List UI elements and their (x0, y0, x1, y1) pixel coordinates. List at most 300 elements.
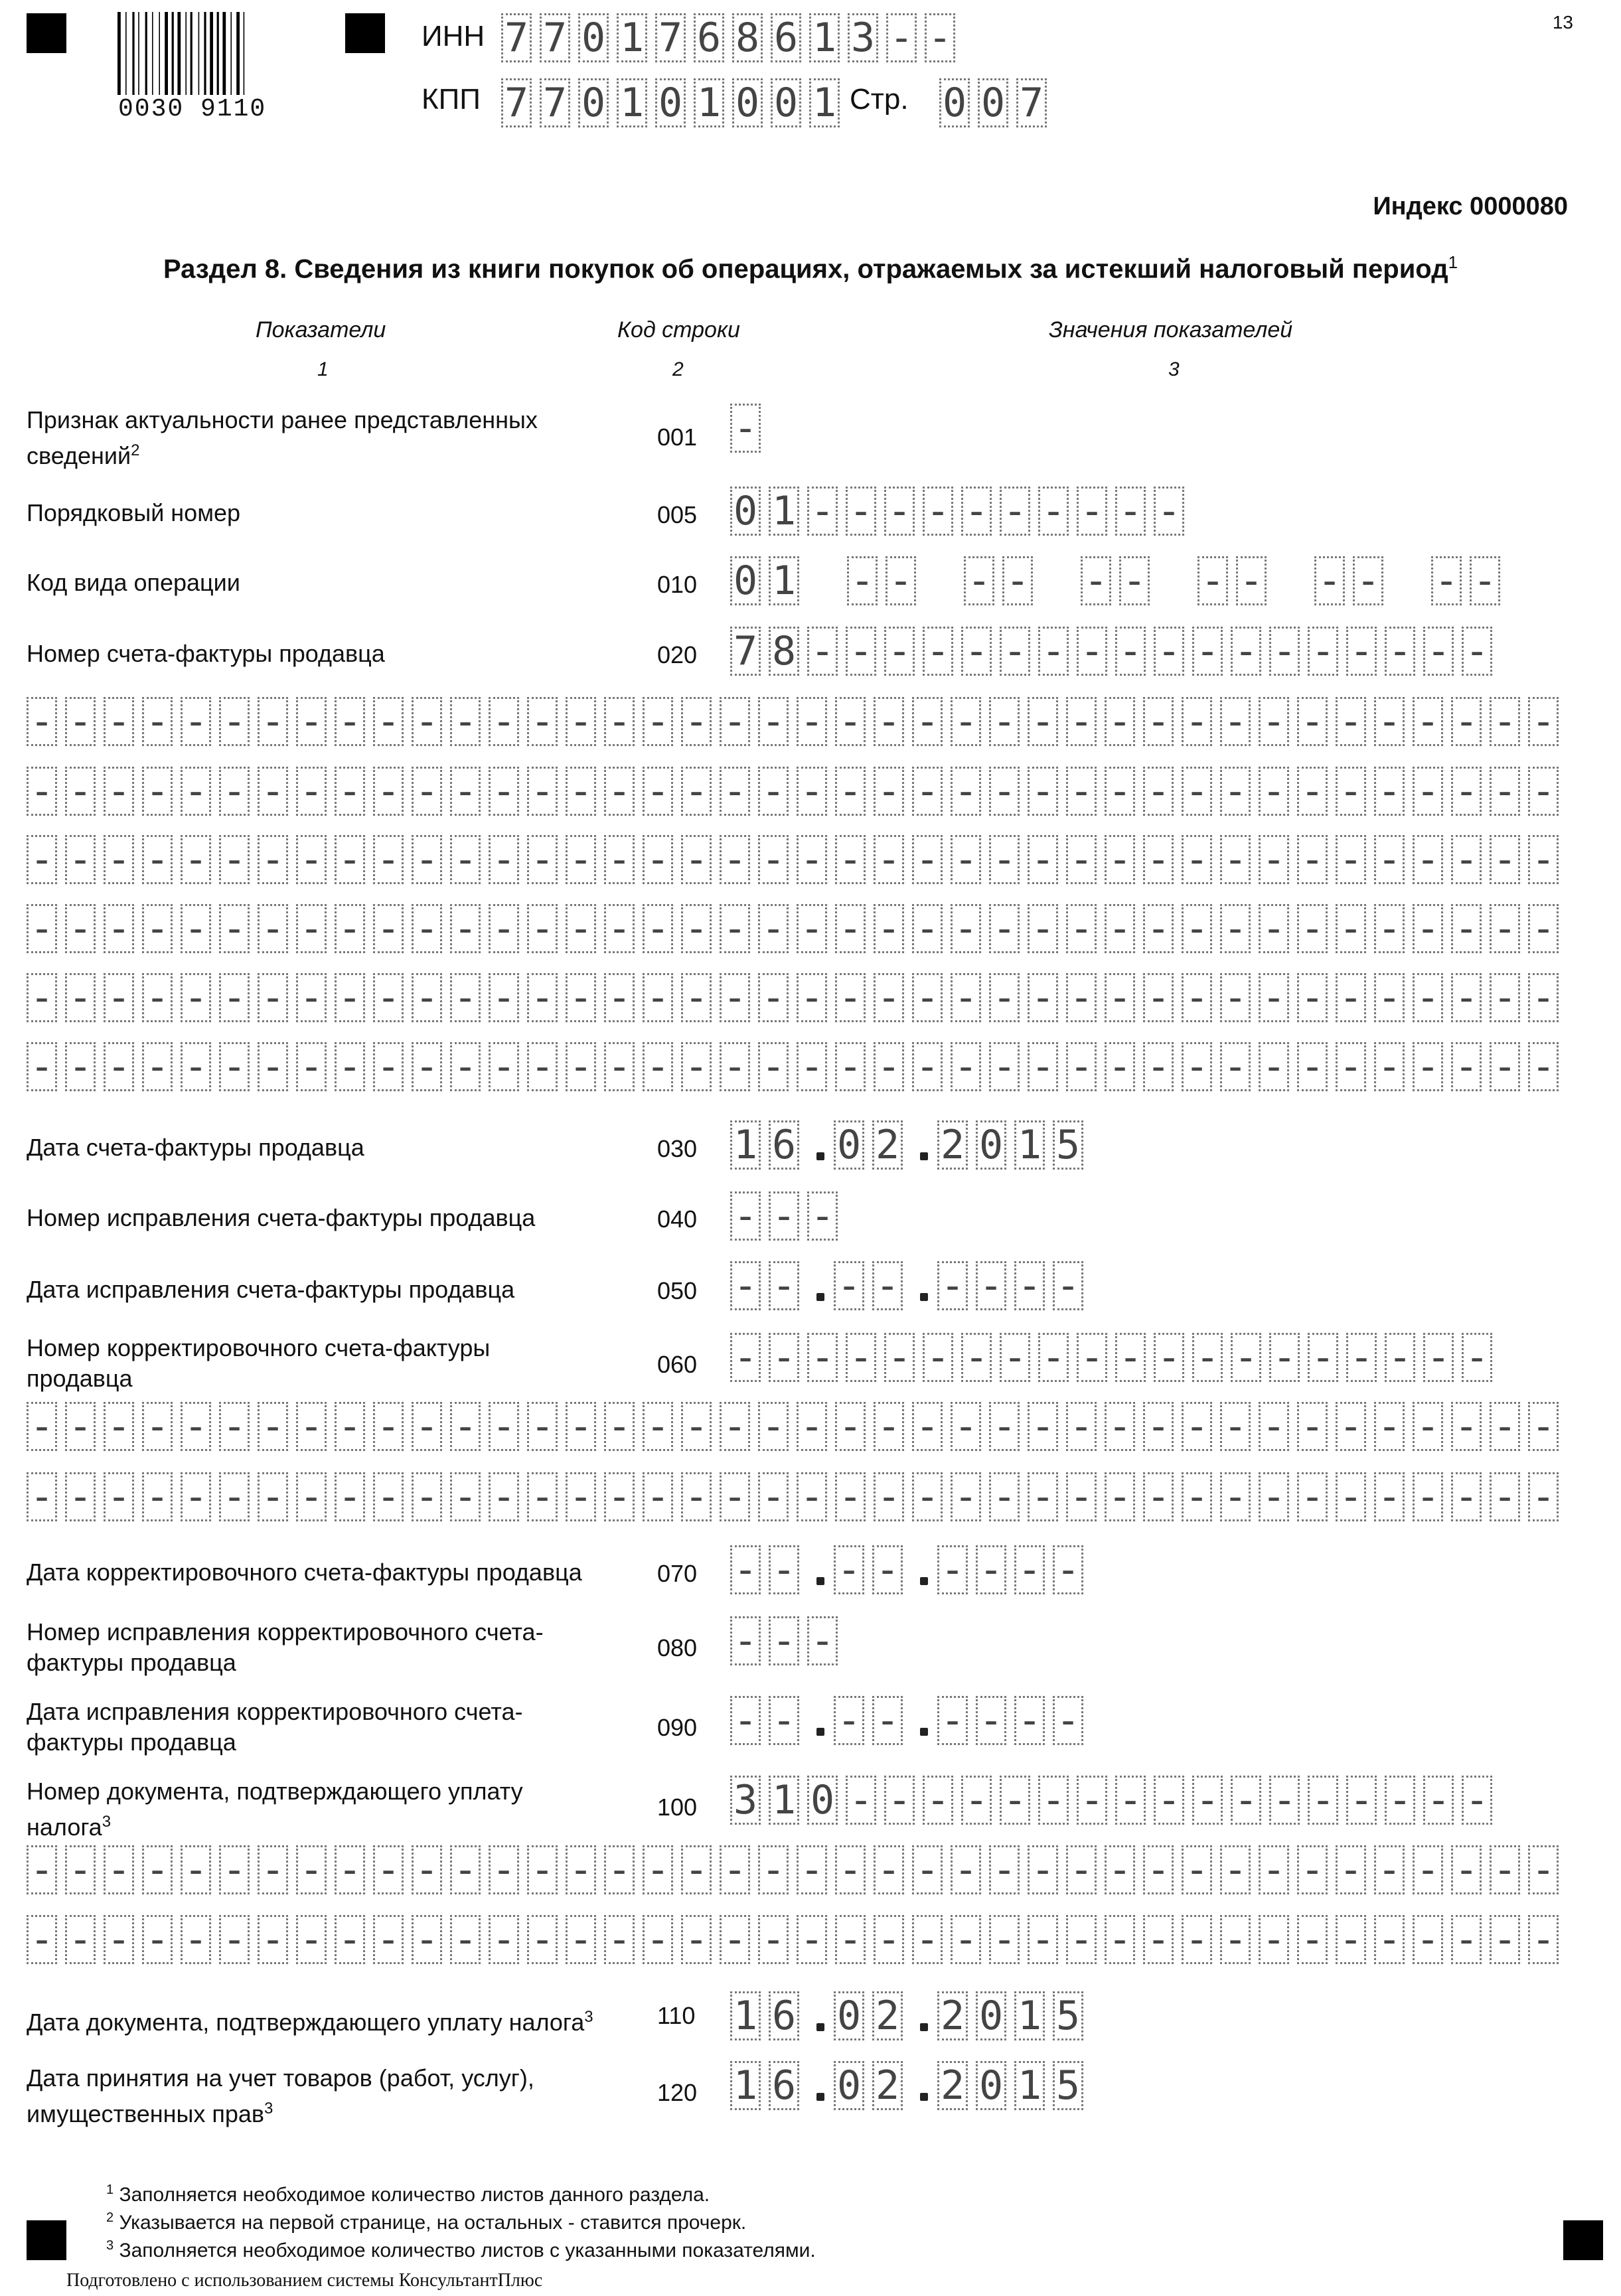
char-cell: - (769, 1616, 799, 1665)
char-cell: - (373, 1042, 404, 1091)
char-cell: - (219, 835, 250, 884)
field-060[interactable] (730, 1333, 1500, 1382)
char-cell: - (1451, 1915, 1482, 1964)
char-cell: - (412, 767, 442, 816)
char-cell: - (450, 835, 481, 884)
char-cell: - (527, 1915, 558, 1964)
field-090[interactable] (730, 1696, 1091, 1745)
char-cell: - (181, 1402, 211, 1451)
char-cell: - (884, 487, 915, 536)
row-code-030: 030 (657, 1135, 698, 1162)
char-cell: - (758, 767, 789, 816)
char-cell: - (1066, 1915, 1097, 1964)
date-separator (911, 1696, 937, 1745)
char-cell: - (1308, 1776, 1338, 1825)
char-cell: - (989, 835, 1020, 884)
char-cell: - (527, 697, 558, 746)
footnote-1: $^1$ Заполняется необходимое количество листов данного раздела. (106, 2182, 710, 2206)
char-cell: - (1014, 1545, 1045, 1594)
field-120[interactable] (730, 2061, 1091, 2110)
char-cell: - (489, 904, 519, 953)
char-cell: - (643, 1915, 673, 1964)
char-cell: - (566, 1042, 596, 1091)
char-cell: - (989, 904, 1020, 953)
char-cell: - (989, 697, 1020, 746)
char-cell: - (373, 697, 404, 746)
char-cell: - (1490, 1402, 1520, 1451)
char-cell: - (1336, 697, 1366, 746)
char-cell: - (104, 767, 134, 816)
char-cell: - (27, 835, 57, 884)
char-cell: 1 (1014, 2061, 1045, 2110)
char-cell: - (643, 973, 673, 1022)
char-cell: - (681, 973, 712, 1022)
row-code-040: 040 (657, 1205, 698, 1233)
char-cell: - (566, 904, 596, 953)
char-cell: - (976, 1696, 1006, 1745)
char-cell: - (1192, 1333, 1223, 1382)
char-cell: - (846, 1776, 876, 1825)
date-separator (807, 1991, 834, 2040)
char-cell: - (923, 627, 953, 676)
char-cell: - (951, 1042, 981, 1091)
char-cell: - (142, 973, 173, 1022)
char-cell: - (1353, 556, 1383, 605)
char-cell: - (720, 835, 750, 884)
char-cell: - (730, 1545, 761, 1594)
field-110[interactable] (730, 1991, 1091, 2040)
char-cell: - (951, 835, 981, 884)
row-label-030: Дата счета-фактуры продавца (27, 1134, 364, 1161)
row-code-060: 060 (657, 1351, 698, 1378)
char-cell: - (884, 1333, 915, 1382)
date-separator (807, 1120, 834, 1170)
date-separator (807, 2061, 834, 2110)
char-cell: - (219, 1402, 250, 1451)
char-cell: - (181, 973, 211, 1022)
char-cell: - (1014, 1696, 1045, 1745)
char-cell: - (1105, 697, 1135, 746)
char-cell: - (951, 1402, 981, 1451)
char-cell: - (1143, 973, 1174, 1022)
field-001[interactable] (730, 404, 769, 453)
row-code-090: 090 (657, 1714, 698, 1741)
char-cell: - (720, 1402, 750, 1451)
char-cell: - (104, 835, 134, 884)
char-cell: - (181, 697, 211, 746)
char-cell: - (1182, 1845, 1212, 1894)
char-cell: - (961, 1776, 992, 1825)
char-cell: - (1259, 697, 1289, 746)
char-cell: - (65, 1915, 96, 1964)
char-cell: - (604, 1042, 635, 1091)
char-cell: - (450, 1472, 481, 1521)
field-010[interactable] (730, 556, 1508, 605)
char-cell: - (846, 627, 876, 676)
char-cell: - (758, 697, 789, 746)
column-number-2: 2 (672, 358, 684, 380)
char-cell: - (681, 1042, 712, 1091)
char-cell: - (758, 973, 789, 1022)
char-cell: - (1490, 1472, 1520, 1521)
field-020-line-5[interactable] (27, 904, 1567, 953)
char-cell: - (1182, 1042, 1212, 1091)
char-cell: - (335, 1472, 365, 1521)
char-cell: - (874, 697, 904, 746)
char-cell: - (1000, 1776, 1030, 1825)
char-cell: - (1336, 1042, 1366, 1091)
char-cell: - (1105, 1402, 1135, 1451)
char-cell: - (951, 1845, 981, 1894)
char-cell: - (1182, 973, 1212, 1022)
char-cell: - (1119, 556, 1150, 605)
char-cell: - (1220, 1402, 1251, 1451)
char-cell: - (604, 1915, 635, 1964)
char-cell: 1 (617, 13, 647, 62)
field-020-line-3[interactable] (27, 767, 1567, 816)
column-header-line-code: Код строки (617, 317, 740, 343)
char-cell: - (989, 1472, 1020, 1521)
char-cell: 2 (937, 2061, 968, 2110)
char-cell: - (373, 1845, 404, 1894)
char-cell: - (1066, 973, 1097, 1022)
char-cell: - (296, 1845, 327, 1894)
char-cell: 0 (976, 2061, 1006, 2110)
char-cell: - (1154, 1776, 1184, 1825)
char-cell: - (1143, 835, 1174, 884)
char-cell: - (566, 1845, 596, 1894)
char-cell: - (1297, 697, 1328, 746)
char-cell: - (912, 697, 943, 746)
char-cell: - (412, 697, 442, 746)
char-cell: - (874, 835, 904, 884)
char-cell: - (1528, 1042, 1559, 1091)
char-cell: - (27, 1472, 57, 1521)
char-cell: - (1269, 1776, 1300, 1825)
char-cell: - (142, 767, 173, 816)
char-cell: - (219, 904, 250, 953)
row-label-020: Номер счета-фактуры продавца (27, 640, 385, 667)
char-cell: - (1297, 904, 1328, 953)
field-060-line-2[interactable] (27, 1402, 1567, 1451)
char-cell: - (797, 697, 827, 746)
char-cell: - (912, 1915, 943, 1964)
char-cell: - (1105, 1845, 1135, 1894)
char-cell: - (1000, 627, 1030, 676)
char-cell: - (1413, 904, 1443, 953)
char-cell: - (181, 1845, 211, 1894)
char-cell: - (912, 835, 943, 884)
char-cell: 0 (730, 487, 761, 536)
field-005[interactable] (730, 487, 1192, 536)
char-cell: 0 (834, 2061, 864, 2110)
char-cell: - (769, 1696, 799, 1745)
char-cell: - (373, 835, 404, 884)
char-cell: - (1413, 973, 1443, 1022)
char-cell: - (643, 1402, 673, 1451)
char-cell: - (847, 556, 878, 605)
char-cell: - (1528, 1472, 1559, 1521)
char-cell: - (758, 1472, 789, 1521)
char-cell: - (1374, 1042, 1405, 1091)
field-070[interactable] (730, 1545, 1091, 1594)
field-020-line-4[interactable] (27, 835, 1567, 884)
char-cell: - (937, 1696, 968, 1745)
field-100[interactable] (730, 1776, 1500, 1825)
char-cell: - (450, 904, 481, 953)
char-cell: 0 (578, 13, 609, 62)
char-cell: - (1451, 904, 1482, 953)
char-cell: - (1470, 556, 1500, 605)
char-cell: - (886, 13, 917, 62)
footnote-2: $^2$ Указывается на первой странице, на остальных - ставится прочерк. (106, 2210, 747, 2234)
field-020-line-7[interactable] (27, 1042, 1567, 1091)
row-code-010: 010 (657, 571, 698, 598)
row-label-050: Дата исправления счета-фактуры продавца (27, 1276, 515, 1303)
char-cell: - (681, 1472, 712, 1521)
char-cell: - (335, 1845, 365, 1894)
char-cell: - (181, 1472, 211, 1521)
char-cell: - (720, 904, 750, 953)
char-cell: - (758, 1915, 789, 1964)
char-cell: - (1336, 973, 1366, 1022)
kpp-field[interactable] (501, 78, 848, 127)
char-cell: - (1143, 1472, 1174, 1521)
char-cell: - (489, 767, 519, 816)
char-cell: - (835, 697, 866, 746)
char-cell: - (912, 767, 943, 816)
char-cell: - (720, 1845, 750, 1894)
char-cell: - (527, 904, 558, 953)
char-cell: - (1413, 1915, 1443, 1964)
field-050[interactable] (730, 1261, 1091, 1310)
field-030[interactable] (730, 1120, 1091, 1170)
char-cell: - (142, 835, 173, 884)
char-cell: - (951, 767, 981, 816)
char-cell: - (219, 697, 250, 746)
char-cell: 7 (501, 13, 532, 62)
char-cell: - (296, 1472, 327, 1521)
char-cell: - (65, 1845, 96, 1894)
date-separator (807, 1545, 834, 1594)
char-cell: - (1115, 627, 1146, 676)
char-cell: - (1374, 1845, 1405, 1894)
char-cell: - (1374, 1402, 1405, 1451)
char-cell: - (604, 904, 635, 953)
field-060-line-3[interactable] (27, 1472, 1567, 1521)
char-cell: - (489, 1915, 519, 1964)
field-100-line-2[interactable] (27, 1845, 1567, 1894)
char-cell: - (1413, 1472, 1443, 1521)
char-cell: - (1374, 973, 1405, 1022)
field-040[interactable] (730, 1191, 846, 1241)
char-cell: - (681, 1402, 712, 1451)
char-cell: - (1374, 697, 1405, 746)
kpp-label: КПП (422, 83, 481, 115)
char-cell: - (976, 1261, 1006, 1310)
char-cell: - (989, 1915, 1020, 1964)
char-cell: - (1053, 1545, 1083, 1594)
char-cell: - (797, 1042, 827, 1091)
char-cell: - (566, 835, 596, 884)
char-cell: 1 (769, 1776, 799, 1825)
char-cell: - (1528, 904, 1559, 953)
char-cell: - (1297, 835, 1328, 884)
char-cell: - (1451, 767, 1482, 816)
column-header-values: Значения показателей (1049, 317, 1293, 343)
char-cell: - (1413, 1402, 1443, 1451)
char-cell: - (566, 1472, 596, 1521)
char-cell: - (258, 835, 288, 884)
char-cell: - (412, 1402, 442, 1451)
char-cell: - (450, 1915, 481, 1964)
char-cell: 8 (732, 13, 763, 62)
char-cell: - (846, 487, 876, 536)
char-cell: - (1115, 487, 1146, 536)
char-cell: 6 (694, 13, 724, 62)
char-cell: - (874, 1845, 904, 1894)
char-cell: - (1259, 1845, 1289, 1894)
char-cell: - (835, 1915, 866, 1964)
char-cell: - (181, 835, 211, 884)
char-cell: - (1346, 1333, 1377, 1382)
char-cell: 0 (834, 1120, 864, 1170)
char-cell: - (1066, 1472, 1097, 1521)
char-cell: - (1154, 487, 1184, 536)
char-cell: - (961, 487, 992, 536)
char-cell: - (450, 697, 481, 746)
char-cell: - (835, 1042, 866, 1091)
char-cell: - (1451, 973, 1482, 1022)
char-cell: - (1490, 697, 1520, 746)
field-080[interactable] (730, 1616, 846, 1665)
char-cell: - (937, 1261, 968, 1310)
field-020-line-6[interactable] (27, 973, 1567, 1022)
char-cell: 1 (730, 2061, 761, 2110)
char-cell: - (769, 1333, 799, 1382)
char-cell: - (1154, 1333, 1184, 1382)
char-cell: - (1220, 1915, 1251, 1964)
char-cell: - (1259, 1402, 1289, 1451)
row-code-005: 005 (657, 501, 698, 528)
char-cell: - (604, 973, 635, 1022)
field-020-line-2[interactable] (27, 697, 1567, 746)
char-cell: - (373, 904, 404, 953)
char-cell: - (450, 767, 481, 816)
char-cell: - (720, 1472, 750, 1521)
char-cell: - (296, 767, 327, 816)
char-cell: - (834, 1261, 864, 1310)
char-cell: - (489, 697, 519, 746)
char-cell: - (989, 1845, 1020, 1894)
char-cell: - (681, 835, 712, 884)
row-code-110: 110 (657, 2002, 696, 2029)
char-cell: - (681, 767, 712, 816)
char-cell: - (1028, 1915, 1058, 1964)
char-cell: 6 (769, 1120, 799, 1170)
char-cell: - (1014, 1261, 1045, 1310)
char-cell: - (1374, 1915, 1405, 1964)
char-cell: - (1231, 627, 1261, 676)
char-cell: - (681, 1915, 712, 1964)
char-cell: - (1053, 1261, 1083, 1310)
char-cell: - (1431, 556, 1462, 605)
char-cell: - (872, 1696, 903, 1745)
char-cell: - (296, 1915, 327, 1964)
row-label-040: Номер исправления счета-фактуры продавца (27, 1204, 536, 1231)
char-cell: - (1490, 904, 1520, 953)
char-cell: 7 (730, 627, 761, 676)
char-cell: - (65, 835, 96, 884)
char-cell: - (681, 904, 712, 953)
char-cell: 0 (771, 78, 801, 127)
char-cell: - (769, 1261, 799, 1310)
char-cell: - (989, 1402, 1020, 1451)
char-cell: - (1028, 1402, 1058, 1451)
char-cell: - (1490, 835, 1520, 884)
char-cell: - (142, 1042, 173, 1091)
char-cell: - (1028, 835, 1058, 884)
char-cell: - (797, 1402, 827, 1451)
char-cell: - (1346, 1776, 1377, 1825)
char-cell: - (1000, 1333, 1030, 1382)
char-cell: - (1451, 1845, 1482, 1894)
char-cell: - (730, 1696, 761, 1745)
char-cell: - (1077, 1776, 1107, 1825)
char-cell: - (604, 835, 635, 884)
char-cell: - (489, 1042, 519, 1091)
char-cell: - (1192, 1776, 1223, 1825)
char-cell: - (951, 973, 981, 1022)
char-cell: - (643, 835, 673, 884)
page-field[interactable] (939, 78, 1055, 127)
char-cell: 2 (937, 1120, 968, 1170)
char-cell: 8 (769, 627, 799, 676)
char-cell: - (989, 1042, 1020, 1091)
char-cell: - (1066, 835, 1097, 884)
char-cell: - (65, 904, 96, 953)
inn-field[interactable] (501, 13, 963, 62)
date-separator (807, 1696, 834, 1745)
char-cell: - (527, 973, 558, 1022)
field-100-line-3[interactable] (27, 1915, 1567, 1964)
char-cell: - (258, 1845, 288, 1894)
char-cell: - (1413, 1042, 1443, 1091)
char-cell: - (1451, 835, 1482, 884)
char-cell: - (1143, 1042, 1174, 1091)
column-number-3: 3 (1168, 358, 1180, 380)
char-cell: - (1269, 627, 1300, 676)
char-cell: - (566, 973, 596, 1022)
char-cell: - (1105, 1915, 1135, 1964)
char-cell: - (758, 835, 789, 884)
char-cell: - (1490, 1915, 1520, 1964)
char-cell: - (219, 973, 250, 1022)
char-cell: - (1077, 1333, 1107, 1382)
char-cell: - (1374, 767, 1405, 816)
char-cell: - (874, 1402, 904, 1451)
char-cell: - (1220, 904, 1251, 953)
field-020[interactable] (730, 627, 1500, 676)
char-cell: - (1038, 1776, 1069, 1825)
char-cell: - (720, 697, 750, 746)
char-cell: - (296, 835, 327, 884)
char-cell: - (1385, 1776, 1415, 1825)
char-cell: 3 (848, 13, 878, 62)
char-cell: - (1154, 627, 1184, 676)
char-cell: - (1077, 487, 1107, 536)
char-cell: - (1451, 1402, 1482, 1451)
